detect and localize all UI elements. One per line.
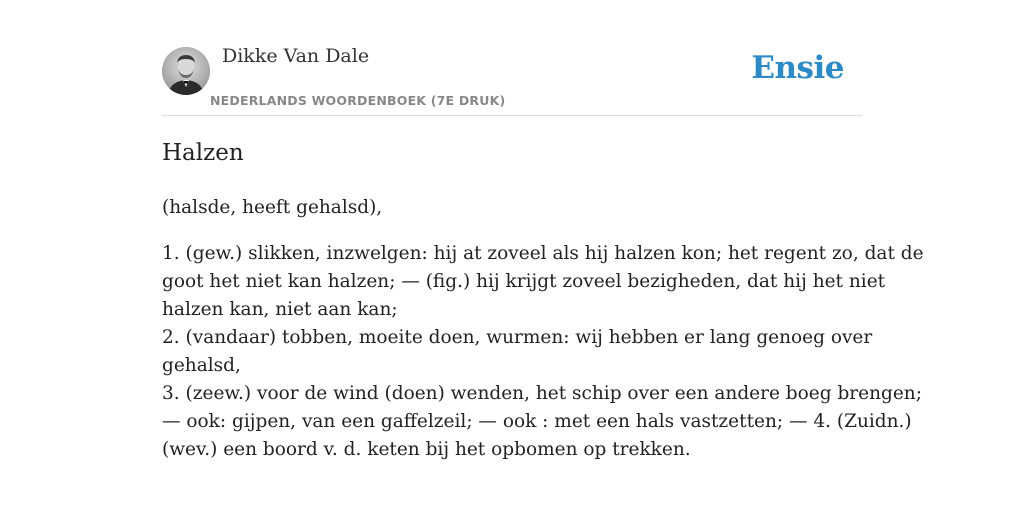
entry-header — [162, 0, 862, 116]
entry-card — [162, 0, 924, 512]
definition-line: halzen kan, niet aan kan; — [162, 299, 398, 320]
entry-grammar: (halsde, heeft gehalsd), — [162, 197, 383, 218]
entry-title: Halzen — [162, 140, 244, 166]
definition-line: 3. (zeew.) voor de wind (doen) wenden, het schip over een andere boeg brengen; — [162, 383, 922, 404]
source-label[interactable]: NEDERLANDS WOORDENBOEK (7E DRUK) — [210, 93, 506, 108]
definition-line: 1. (gew.) slikken, inzwelgen: hij at zoveel als hij halzen kon; het regent zo, dat de — [162, 243, 924, 264]
definition-line: gehalsd, — [162, 355, 241, 376]
definition-line: (wev.) een boord v. d. keten bij het opbomen op trekken. — [162, 439, 691, 460]
definition-line: 2. (vandaar) tobben, moeite doen, wurmen: wij hebben er lang genoeg over — [162, 327, 873, 348]
brand-logo[interactable]: Ensie — [751, 50, 844, 86]
author-portrait-icon — [162, 47, 210, 95]
definition-line: — ook: gijpen, van een gaffelzeil; — ook : met een hals vastzetten; — 4. (Zuidn.) — [162, 411, 912, 432]
entry-definition — [162, 240, 924, 464]
author-avatar[interactable] — [162, 47, 210, 95]
author-name[interactable]: Dikke Van Dale — [222, 45, 370, 67]
definition-line: goot het niet kan halzen; — (fig.) hij krijgt zoveel bezigheden, dat hij het niet — [162, 271, 886, 292]
